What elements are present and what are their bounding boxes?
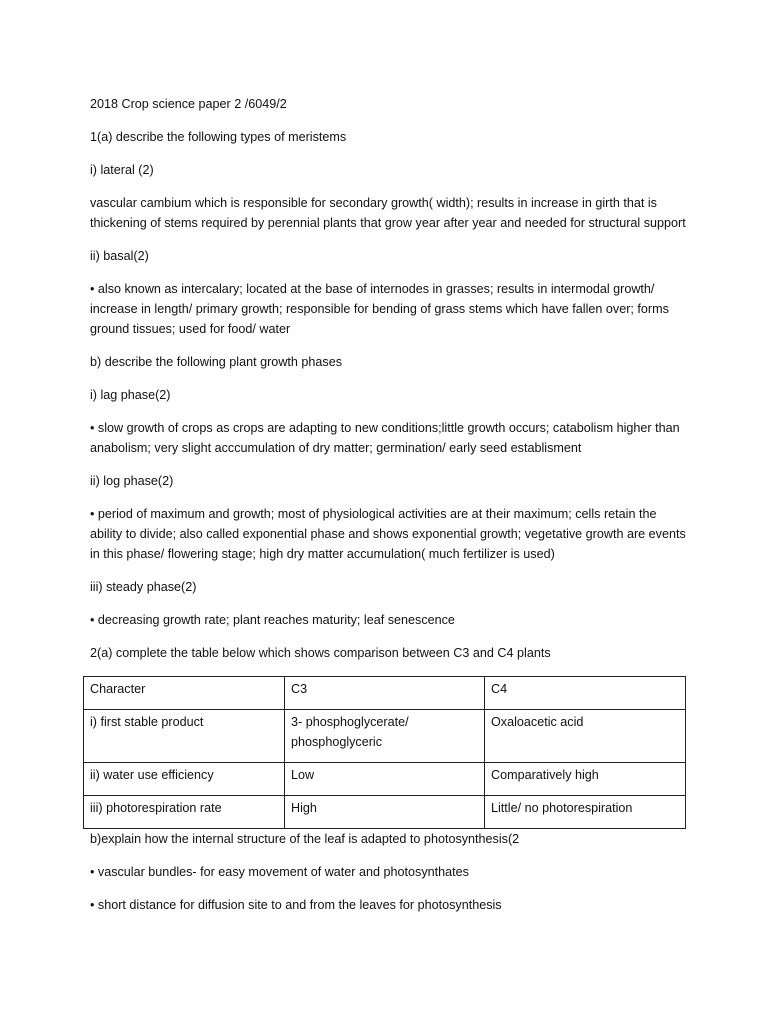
question-1a: 1(a) describe the following types of meristems (90, 130, 347, 144)
table-cell: Comparatively high (485, 763, 686, 796)
table-header-cell: C3 (285, 677, 485, 710)
document-title: 2018 Crop science paper 2 /6049/2 (90, 97, 287, 111)
question-1b-ii: ii) log phase(2) (90, 474, 174, 488)
question-1b-i: i) lag phase(2) (90, 388, 171, 402)
table-cell: 3- phosphoglycerate/ phosphoglyceric (285, 710, 485, 763)
answer-2b-1: • vascular bundles- for easy movement of water and photosynthates (90, 865, 469, 879)
table-cell: ii) water use efficiency (84, 763, 285, 796)
question-1b: b) describe the following plant growth phases (90, 355, 343, 369)
answer-1b-ii: • period of maximum and growth; most of physiological activities are at their maximum; cells retain the ability to divide; also called exponential phase and shows exponential growth; vegetative growth are events in this phase/ flowering stage; high dry matter accumulation( much fertilizer is used) (90, 507, 686, 561)
question-1b-iii: iii) steady phase(2) (90, 580, 197, 594)
table-header-cell: C4 (485, 677, 686, 710)
question-2b: b)explain how the internal structure of the leaf is adapted to photosynthesis(2 (90, 832, 520, 846)
table-row (84, 763, 686, 796)
question-1a-i: i) lateral (2) (90, 163, 154, 177)
table-cell: Little/ no photorespiration (485, 796, 686, 829)
table-row (84, 710, 686, 763)
answer-1a-ii: • also known as intercalary; located at the base of internodes in grasses; results in intermodal growth/ increase in length/ primary growth; responsible for bending of grass stems which have fallen over; forms ground tissues; used for food/ water (90, 282, 669, 336)
answer-1a-i: vascular cambium which is responsible for secondary growth( width); results in increase in girth that is thickening of stems required by perennial plants that grow year after year and needed for structural support (90, 196, 686, 230)
answer-1b-iii: • decreasing growth rate; plant reaches maturity; leaf senescence (90, 613, 455, 627)
question-1a-ii: ii) basal(2) (90, 249, 149, 263)
table-cell: Low (285, 763, 485, 796)
table-header-row (84, 677, 686, 710)
document-body (90, 94, 686, 928)
table-row (84, 796, 686, 829)
table-cell: i) first stable product (84, 710, 285, 763)
answer-1b-i: • slow growth of crops as crops are adapting to new conditions;little growth occurs; catabolism higher than anabolism; very slight acccumulation of dry matter; germination/ early seed establisment (90, 421, 680, 455)
question-2a: 2(a) complete the table below which shows comparison between C3 and C4 plants (90, 646, 551, 660)
table-cell: High (285, 796, 485, 829)
comparison-table (83, 676, 686, 829)
answer-2b-2: • short distance for diffusion site to and from the leaves for photosynthesis (90, 898, 502, 912)
table-cell: Oxaloacetic acid (485, 710, 686, 763)
table-cell: iii) photorespiration rate (84, 796, 285, 829)
table-header-cell: Character (84, 677, 285, 710)
